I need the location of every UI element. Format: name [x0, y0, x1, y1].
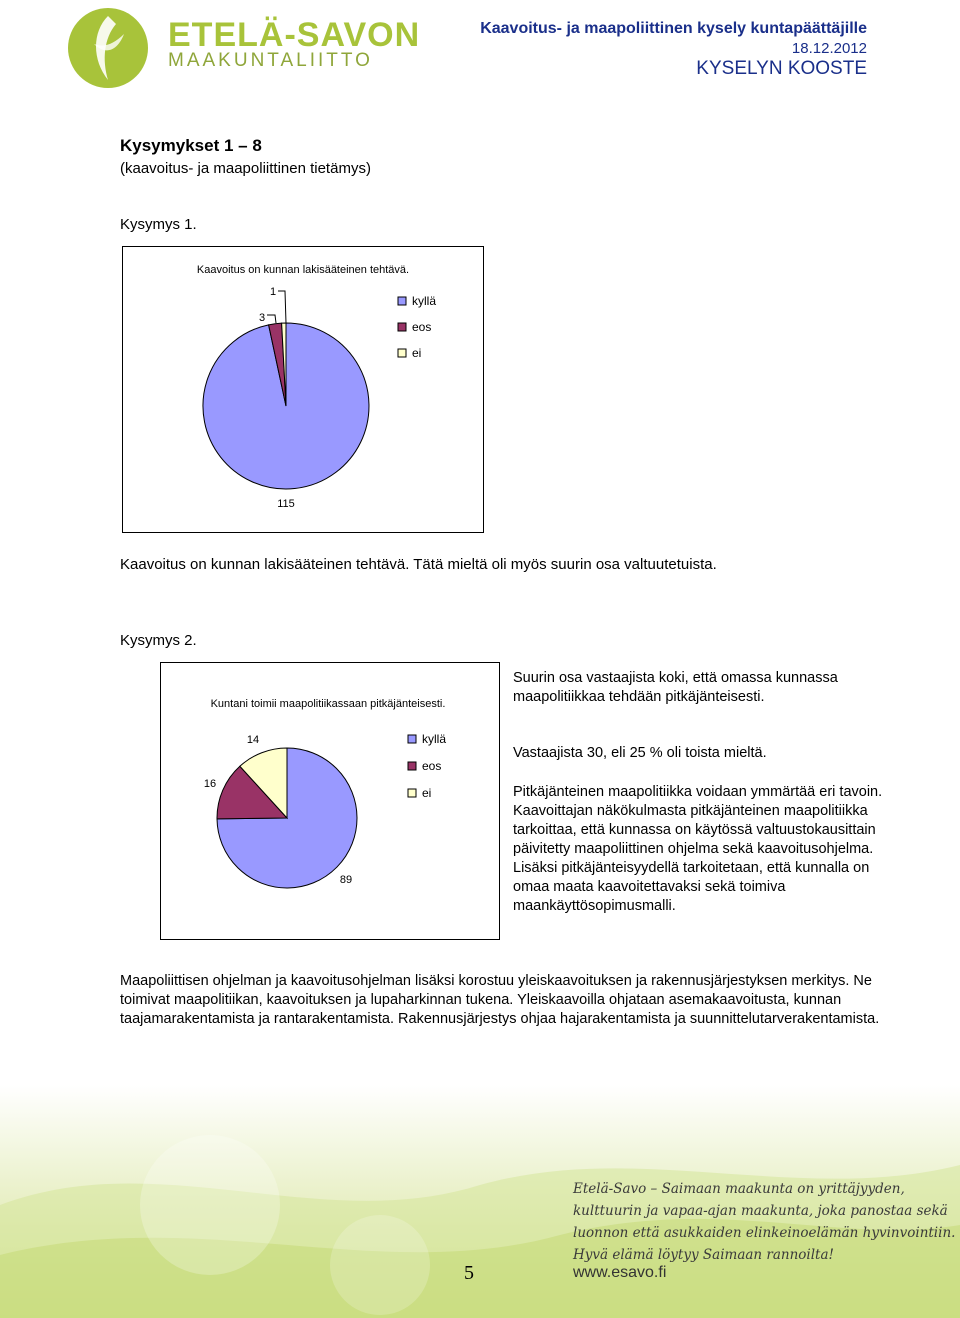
document-title: Kaavoitus- ja maapoliittinen kysely kuntapäättäjille	[480, 20, 867, 37]
legend-swatch-ei	[408, 789, 416, 797]
chart-title: Kuntani toimii maapolitiikassaan pitkäjänteisesti.	[210, 698, 446, 710]
q2-paragraph-2: Vastaajista 30, eli 25 % oli toista mieltä.	[513, 745, 767, 761]
document-summary-heading: KYSELYN KOOSTE	[696, 58, 867, 79]
data-label-kyllä: 115	[277, 498, 295, 510]
question-2-label: Kysymys 2.	[120, 632, 197, 649]
legend-swatch-eos	[398, 323, 406, 331]
legend-label-kyllä: kyllä	[412, 294, 437, 308]
data-label-eos: 16	[203, 778, 217, 790]
footer-website[interactable]: www.esavo.fi	[573, 1264, 667, 1281]
legend-label-ei: ei	[412, 346, 422, 360]
chart-title: Kaavoitus on kunnan lakisääteinen tehtävä.	[196, 264, 410, 276]
legend-swatch-kyllä	[398, 297, 406, 305]
body-paragraph: Maapoliittisen ohjelman ja kaavoitusohjelman lisäksi korostuu yleiskaavoituksen ja rakennusjärjestyksen merkitys. Ne toimivat maapolitiikan, kaavoituksen ja lupaharkinnan tukena. Yleiskaavoilla ohjataan asemakaavoitusta, kunnan taajamarakentamista ja rantarakentamista. Rakennusjärjestys ohjaa hajarakentamista ja suunnittelutarverakentamista.	[120, 973, 880, 1027]
data-label-eos: 3	[258, 312, 266, 324]
data-label-ei: 14	[246, 734, 260, 746]
legend-label-eos: eos	[422, 759, 442, 773]
chart-q2	[160, 662, 500, 940]
data-label-ei: 1	[269, 286, 277, 298]
logo-name: ETELÄ-SAVON	[168, 16, 421, 54]
legend-label-kyllä: kyllä	[422, 732, 447, 746]
pie-chart-q1	[123, 247, 483, 532]
label-leader-line	[267, 315, 276, 323]
chart-q1	[122, 246, 484, 533]
legend-label-eos: eos	[412, 320, 432, 334]
page-number: 5	[464, 1262, 474, 1284]
question-1-label: Kysymys 1.	[120, 216, 197, 233]
q2-paragraph-3: Pitkäjänteinen maapolitiikka voidaan ymmärtää eri tavoin. Kaavoittajan näkökulmasta pitkäjänteinen maapolitiikka tarkoittaa, että kunnassa on käytössä valtuustokausittain päivitetty maapoliittinen ohjelma sekä kaavoitusohjelma. Lisäksi pitkäjänteisyydellä tarkoitetaan, että kunnalla on omaa maata kaavoitettavaksi sekä toimiva maankäyttösopimusmalli.	[513, 784, 883, 914]
legend-swatch-eos	[408, 762, 416, 770]
legend-label-ei: ei	[422, 786, 432, 800]
question-1-text: Kaavoitus on kunnan lakisääteinen tehtävä. Tätä mieltä oli myös suurin osa valtuutetuista.	[120, 556, 717, 573]
data-label-kyllä: 89	[339, 874, 353, 886]
legend-swatch-kyllä	[408, 735, 416, 743]
pie-chart-q2	[161, 663, 499, 939]
label-leader-line	[278, 291, 286, 323]
document-date: 18.12.2012	[791, 40, 867, 57]
section-subtitle: (kaavoitus- ja maapoliittinen tietämys)	[120, 160, 371, 177]
section-title: Kysymykset 1 – 8	[120, 136, 262, 155]
q2-paragraph-1: Suurin osa vastaajista koki, että omassa kunnassa maapolitiikkaa tehdään pitkäjänteisesti.	[513, 670, 838, 705]
footer-slogan: Etelä-Savo – Saimaan maakunta on yrittäjyyden, kulttuurin ja vapaa-ajan maakunta, joka panostaa sekä luonnon että asukkaiden elinkeinoelämän hyvinvointiin. Hyvä elämä löytyy Saimaan rannoilta!	[573, 1181, 956, 1263]
legend-swatch-ei	[398, 349, 406, 357]
logo-subtitle: MAAKUNTALIITTO	[168, 50, 373, 71]
